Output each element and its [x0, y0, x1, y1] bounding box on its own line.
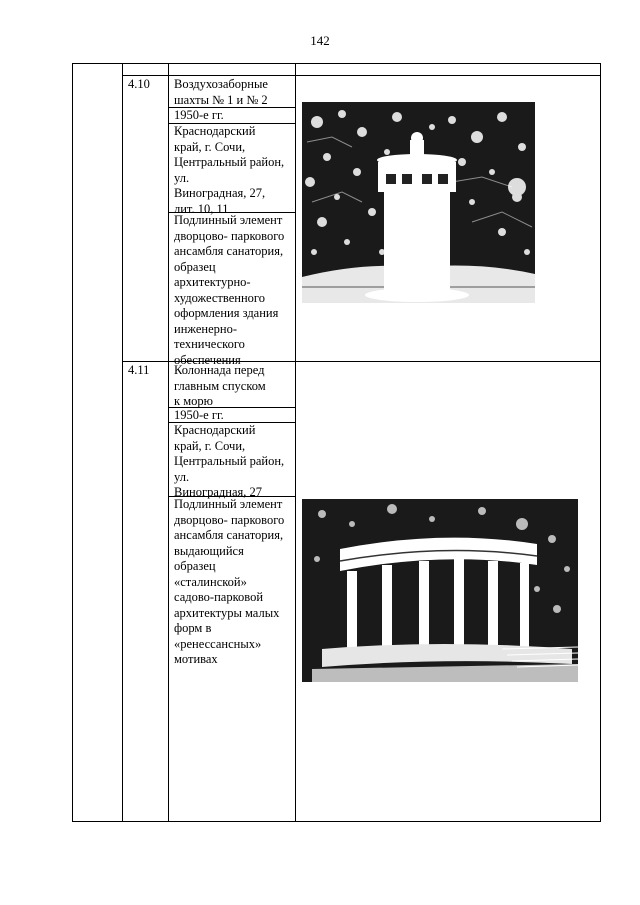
object-name: Колоннада перед главным спуском к морю	[174, 363, 266, 408]
object-name: Воздухозаборные шахты № 1 и № 2	[174, 77, 268, 107]
object-address: Краснодарский край, г. Сочи, Центральный район, ул. Виноградная, 27	[174, 423, 285, 499]
colonnade-photo	[302, 499, 578, 682]
object-date: 1950-е гг.	[174, 408, 224, 422]
object-date: 1950-е гг.	[174, 108, 224, 122]
row-number: 4.11	[128, 363, 150, 377]
object-description: Подлинный элемент дворцово- паркового ансамбля санатория, образец архитектурно- художественного оформления здания инженерно- технического обеспечения	[174, 213, 285, 367]
object-description: Подлинный элемент дворцово- паркового ансамбля санатория, выдающийся образец «сталинской» садово-парковой архитектуры малых форм в «ренессансных» мотивах	[174, 497, 285, 666]
object-address: Краснодарский край, г. Сочи, Центральный район, ул. Виноградная, 27, лит. 10, 11	[174, 124, 285, 216]
air-shaft-photo	[302, 102, 535, 303]
row-number: 4.10	[128, 77, 150, 91]
page-number: 142	[310, 33, 330, 48]
